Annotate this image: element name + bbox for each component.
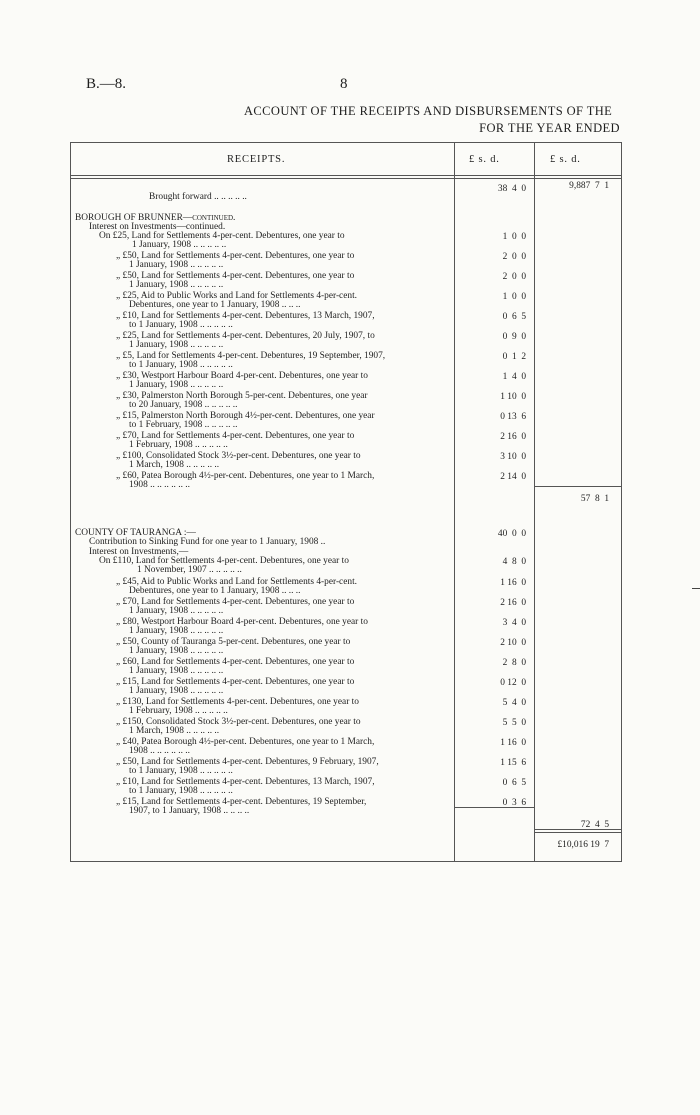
ledger-line: 1 January, 1908 .. .. .. .. .. — [129, 606, 224, 616]
header-rule — [71, 175, 621, 176]
total-rule — [535, 829, 621, 830]
ledger-line: 1 January, 1908 .. .. .. .. .. — [129, 380, 224, 390]
ledger-line: On £25, Land for Settlements 4-per-cent. Debentures, one year to — [99, 231, 345, 241]
total-rule — [535, 832, 621, 833]
title-line-2: FOR THE YEAR ENDED — [479, 121, 620, 135]
column-divider — [454, 143, 455, 861]
ledger-line: „ £10, Land for Settlements 4-per-cent. Debentures, 13 March, 1907, — [116, 311, 375, 321]
ledger-line: „ £100, Consolidated Stock 3½-per-cent. Debentures, one year to — [116, 451, 361, 461]
amount-col1: 1 15 6 — [500, 758, 526, 768]
amount-col1: 5 5 0 — [502, 718, 526, 728]
amount-col1: 2 16 0 — [500, 432, 526, 442]
amount-col1: 1 0 0 — [502, 232, 526, 242]
ledger-line: „ £130, Land for Settlements 4-per-cent. Debentures, one year to — [116, 697, 359, 707]
amount-col1: 0 13 6 — [500, 412, 526, 422]
margin-mark — [692, 588, 700, 589]
amount-col2: 72 4 5 — [580, 820, 609, 830]
amount-col1: 1 10 0 — [500, 392, 526, 402]
receipts-heading: RECEIPTS. — [227, 154, 286, 165]
ledger-line: „ £50, Land for Settlements 4-per-cent. Debentures, one year to — [116, 271, 355, 281]
amount-col1: 2 8 0 — [502, 658, 526, 668]
ledger-line: 1 January, 1908 .. .. .. .. .. — [129, 626, 224, 636]
amount-col1: 2 14 0 — [500, 472, 526, 482]
ledger-line: 1 January, 1908 .. .. .. .. .. — [129, 646, 224, 656]
amount-col1: 0 6 5 — [502, 778, 526, 788]
ledger-line: „ £30, Palmerston North Borough 5-per-cent. Debentures, one year — [116, 391, 368, 401]
ledger-line: 1908 .. .. .. .. .. .. — [129, 746, 190, 756]
ledger-line: 1 January, 1908 .. .. .. .. .. — [129, 340, 224, 350]
title-line-1: ACCOUNT OF THE RECEIPTS AND DISBURSEMENTS OF THE — [244, 104, 613, 118]
ledger-line: „ £45, Aid to Public Works and Land for Settlements 4-per-cent. — [116, 577, 358, 587]
ledger-line: 1 February, 1908 .. .. .. .. .. — [129, 440, 228, 450]
ledger-line: Debentures, one year to 1 January, 1908 .. .. .. — [129, 300, 301, 310]
ledger-line: „ £25, Aid to Public Works and Land for Settlements 4-per-cent. — [116, 291, 358, 301]
ledger-line: 1 January, 1908 .. .. .. .. .. — [129, 666, 224, 676]
amount-col1: 0 12 0 — [500, 678, 526, 688]
ledger-line: 1 January, 1908 .. .. .. .. .. — [129, 686, 224, 696]
ledger-line: Debentures, one year to 1 January, 1908 .. .. .. — [129, 586, 301, 596]
ledger-line: Interest on Investments,— — [89, 547, 189, 557]
ledger-line: On £110, Land for Settlements 4-per-cent. Debentures, one year to — [99, 556, 349, 566]
ledger-line: 1 January, 1908 .. .. .. .. .. — [129, 280, 224, 290]
amount-col1: 1 4 0 — [502, 372, 526, 382]
amount-col1: 2 10 0 — [500, 638, 526, 648]
page-number: 8 — [340, 76, 348, 92]
amount-col1: 3 4 0 — [502, 618, 526, 628]
ledger-line: to 1 January, 1908 .. .. .. .. .. — [129, 786, 233, 796]
ledger-line: „ £15, Land for Settlements 4-per-cent. Debentures, one year to — [116, 677, 355, 687]
ledger-line: to 1 January, 1908 .. .. .. .. .. — [129, 360, 233, 370]
subtotal-rule — [455, 807, 534, 808]
report-reference: B.—8. — [86, 76, 127, 92]
ledger-line: „ £25, Land for Settlements 4-per-cent. Debentures, 20 July, 1907, to — [116, 331, 375, 341]
ledger-line: „ £5, Land for Settlements 4-per-cent. Debentures, 19 September, 1907, — [116, 351, 386, 361]
ledger-line: „ £10, Land for Settlements 4-per-cent. Debentures, 13 March, 1907, — [116, 777, 375, 787]
ledger-line: to 1 January, 1908 .. .. .. .. .. — [129, 766, 233, 776]
amount-col1: 38 4 0 — [497, 184, 526, 194]
ledger-line: „ £60, Patea Borough 4½-per-cent. Debentures, one year to 1 March, — [116, 471, 375, 481]
amount-col1: 0 6 5 — [502, 312, 526, 322]
amount-col1: 4 8 0 — [502, 557, 526, 567]
amount-col1: 0 1 2 — [502, 352, 526, 362]
ledger-line: 1 November, 1907 .. .. .. .. .. — [137, 565, 242, 575]
amount-col2: 9,887 7 1 — [569, 181, 609, 191]
amount-col2: £10,016 19 7 — [557, 840, 609, 850]
ledger-line: Contribution to Sinking Fund for one year to 1 January, 1908 .. — [89, 537, 326, 547]
header-rule — [71, 178, 621, 179]
amount-col1: 3 10 0 — [500, 452, 526, 462]
ledger-line: „ £30, Westport Harbour Board 4-per-cent. Debentures, one year to — [116, 371, 368, 381]
ledger-line: 1 January, 1908 .. .. .. .. .. — [132, 240, 227, 250]
ledger-line: „ £50, Land for Settlements 4-per-cent. Debentures, 9 February, 1907, — [116, 757, 379, 767]
ledger-line: „ £40, Patea Borough 4½-per-cent. Debentures, one year to 1 March, — [116, 737, 375, 747]
ledger-line: to 1 February, 1908 .. .. .. .. .. — [129, 420, 238, 430]
ledger-line: 1907, to 1 January, 1908 .. .. .. .. — [129, 806, 250, 816]
amount-col1: 0 3 6 — [502, 798, 526, 808]
ledger-line: 1 February, 1908 .. .. .. .. .. — [129, 706, 228, 716]
amount-col1: 1 16 0 — [500, 738, 526, 748]
ledger-line: „ £50, Land for Settlements 4-per-cent. Debentures, one year to — [116, 251, 355, 261]
ledger-line: „ £60, Land for Settlements 4-per-cent. Debentures, one year to — [116, 657, 355, 667]
ledger-line: „ £70, Land for Settlements 4-per-cent. Debentures, one year to — [116, 597, 355, 607]
amount-col1: 0 9 0 — [502, 332, 526, 342]
ledger-line: „ £50, County of Tauranga 5-per-cent. Debentures, one year to — [116, 637, 351, 647]
ledger-line: „ £80, Westport Harbour Board 4-per-cent. Debentures, one year to — [116, 617, 368, 627]
amount-col1: 1 0 0 — [502, 292, 526, 302]
ledger-line: Brought forward .. .. .. .. .. — [149, 192, 247, 202]
ledger-line: to 20 January, 1908 .. .. .. .. .. — [129, 400, 238, 410]
amount-col1: 2 16 0 — [500, 598, 526, 608]
amount-col1: 40 0 0 — [497, 529, 526, 539]
ledger-line: „ £70, Land for Settlements 4-per-cent. Debentures, one year to — [116, 431, 355, 441]
ledger-line: 1 March, 1908 .. .. .. .. .. — [129, 460, 220, 470]
ledger-line: „ £15, Palmerston North Borough 4½-per-cent. Debentures, one year — [116, 411, 375, 421]
ledger-line: 1 January, 1908 .. .. .. .. .. — [129, 260, 224, 270]
receipts-table — [70, 142, 622, 862]
column-divider — [534, 143, 535, 861]
ledger-line: BOROUGH OF BRUNNER—continued. — [75, 213, 236, 223]
column1-heading: £ s. d. — [469, 154, 500, 165]
amount-col1: 2 0 0 — [502, 252, 526, 262]
ledger-line: „ £150, Consolidated Stock 3½-per-cent. Debentures, one year to — [116, 717, 361, 727]
amount-col1: 1 16 0 — [500, 578, 526, 588]
amount-col1: 5 4 0 — [502, 698, 526, 708]
column2-heading: £ s. d. — [550, 154, 581, 165]
ledger-line: 1908 .. .. .. .. .. .. — [129, 480, 190, 490]
amount-col2: 57 8 1 — [580, 494, 609, 504]
amount-col1: 2 0 0 — [502, 272, 526, 282]
subtotal-rule — [535, 486, 621, 487]
ledger-line: COUNTY OF TAURANGA :— — [75, 528, 196, 538]
ledger-line: „ £15, Land for Settlements 4-per-cent. Debentures, 19 September, — [116, 797, 367, 807]
ledger-line: 1 March, 1908 .. .. .. .. .. — [129, 726, 220, 736]
ledger-line: Interest on Investments—continued. — [89, 222, 226, 232]
ledger-line: to 1 January, 1908 .. .. .. .. .. — [129, 320, 233, 330]
